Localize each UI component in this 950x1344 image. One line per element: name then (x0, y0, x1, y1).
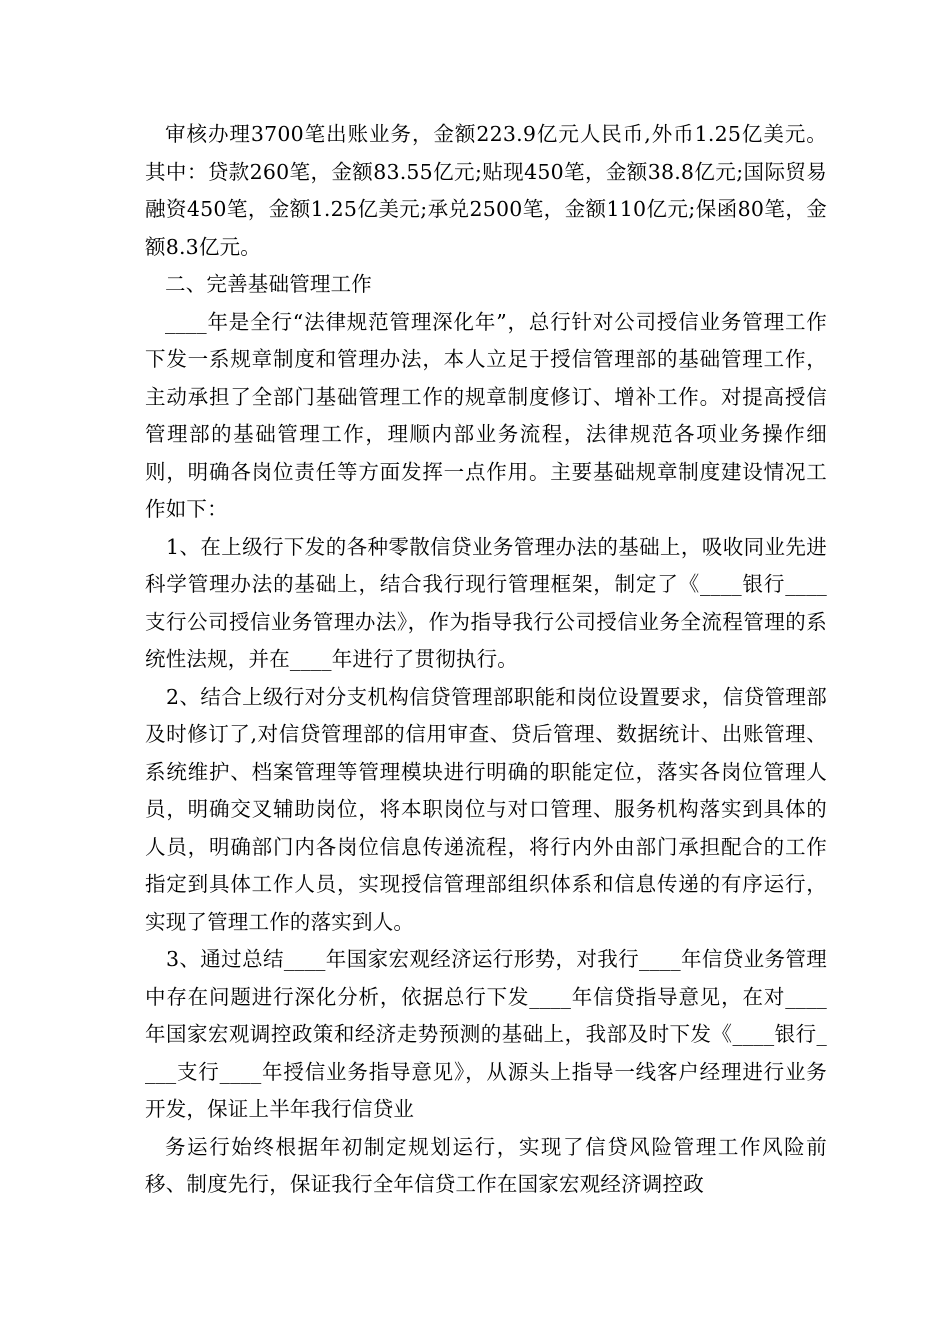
list-item-2: 2、结合上级行对分支机构信贷管理部职能和岗位设置要求，信贷管理部及时修订了,对信贷管理部的信用审查、贷后管理、数据统计、出账管理、系统维护、档案管理等管理模块进行明确的职能定位，落实各岗位管理人员，明确交叉辅助岗位，将本职岗位与对口管理、服务机构落实到具体的人员，明确部门内各岗位信息传递流程，将行内外由部门承担配合的工作指定到具体工作人员，实现授信管理部组织体系和信息传递的有序运行，实现了管理工作的落实到人。 (145, 684, 827, 934)
document-page (145, 116, 827, 1204)
list-item-3: 3、通过总结____年国家宏观经济运行形势，对我行____年信贷业务管理中存在问题进行深化分析，依据总行下发____年信贷指导意见，在对____年国家宏观调控政策和经济走势预测的基础上，我部及时下发《____银行____支行____年授信业务指导意见》，从源头上指导一线客户经理进行业务开发，保证上半年我行信贷业 (145, 947, 827, 1121)
paragraph-statistics: 审核办理3700笔出账业务，金额223.9亿元人民币,外币1.25亿美元。其中：贷款260笔，金额83.55亿元;贴现450笔，金额38.8亿元;国际贸易融资450笔，金额1.25亿美元;承兑2500笔，金额110亿元;保函80笔，金额8.3亿元。 (145, 122, 827, 259)
paragraph-intro: ____年是全行“法律规范管理深化年”，总行针对公司授信业务管理工作下发一系规章制度和管理办法，本人立足于授信管理部的基础管理工作，主动承担了全部门基础管理工作的规章制度修订、增补工作。对提高授信管理部的基础管理工作，理顺内部业务流程，法律规范各项业务操作细则，明确各岗位责任等方面发挥一点作用。主要基础规章制度建设情况工作如下： (145, 309, 827, 521)
paragraph-continuation: 务运行始终根据年初制定规划运行，实现了信贷风险管理工作风险前移、制度先行，保证我行全年信贷工作在国家宏观经济调控政 (145, 1134, 827, 1196)
list-item-1: 1、在上级行下发的各种零散信贷业务管理办法的基础上，吸收同业先进科学管理办法的基础上，结合我行现行管理框架，制定了《____银行____支行公司授信业务管理办法》，作为指导我行公司授信业务全流程管理的系统性法规，并在____年进行了贯彻执行。 (145, 534, 827, 671)
section-heading: 二、完善基础管理工作 (165, 272, 372, 296)
